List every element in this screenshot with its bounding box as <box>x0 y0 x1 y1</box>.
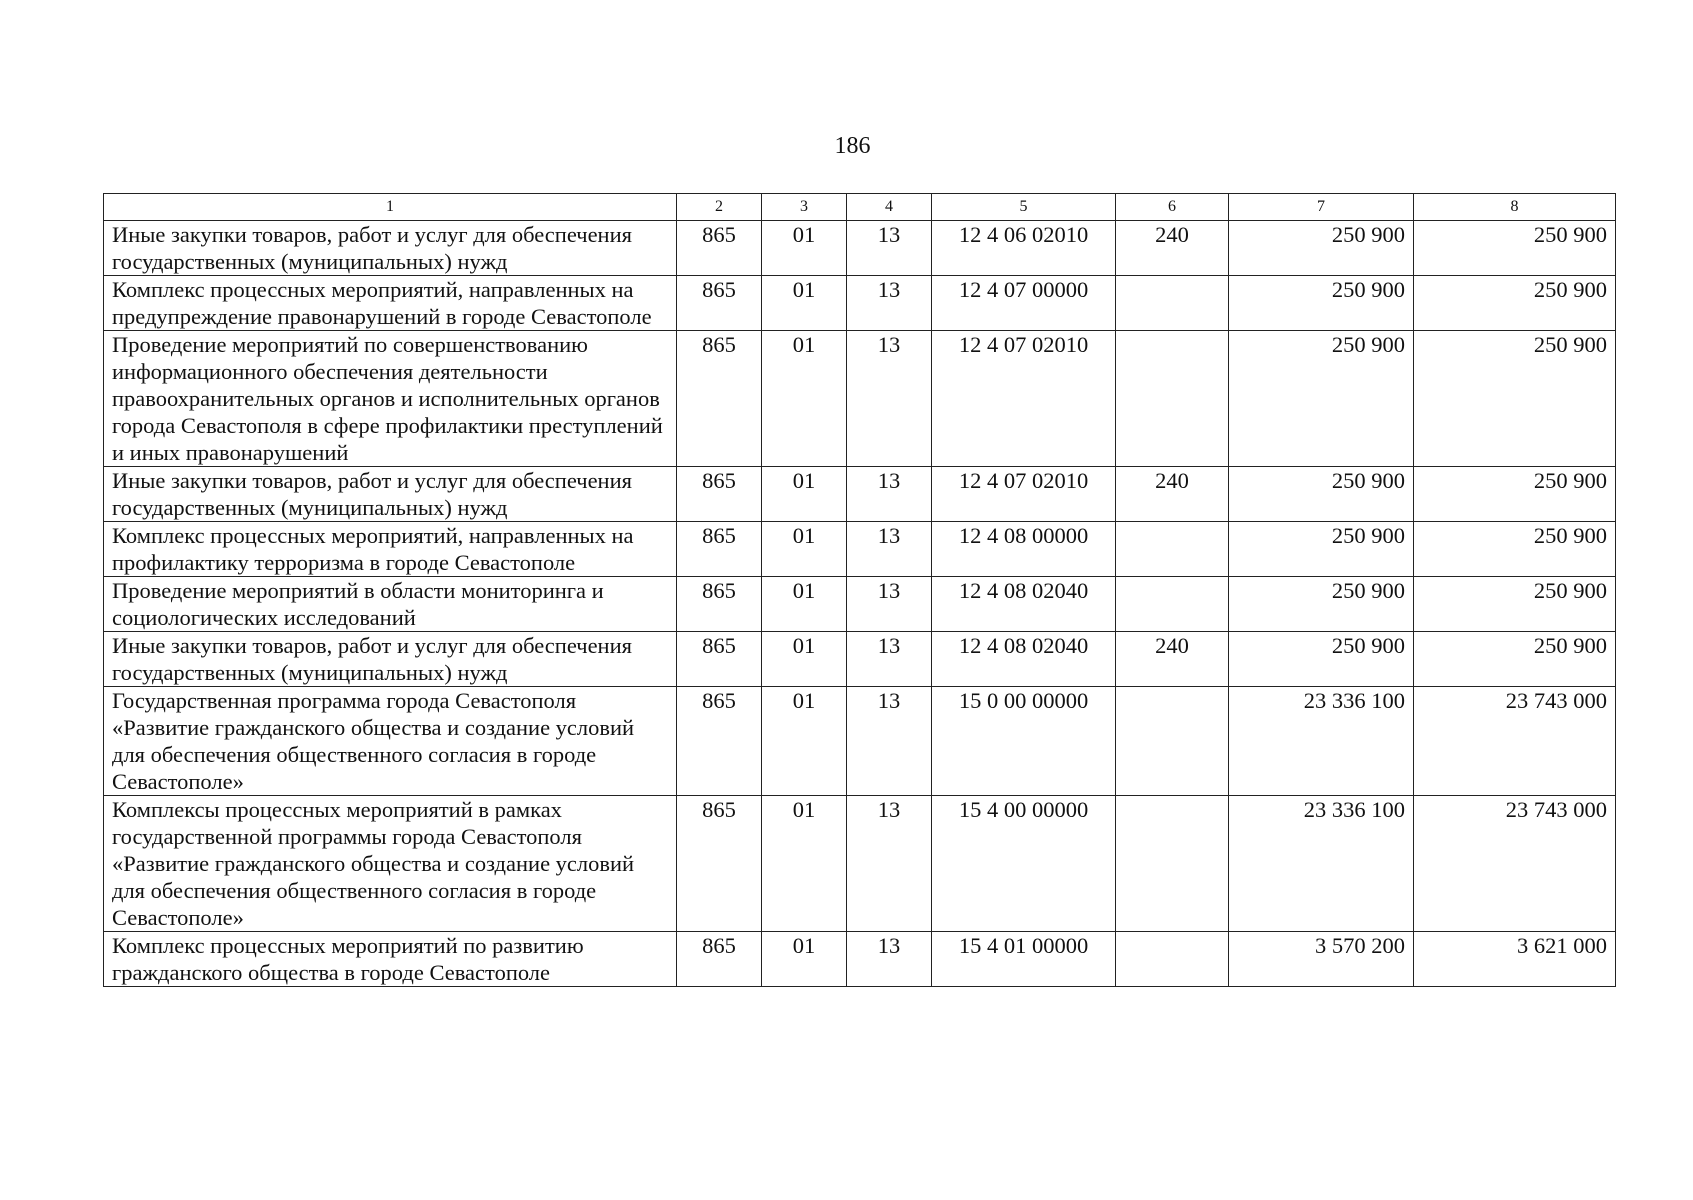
amount-col-8: 3 621 000 <box>1414 932 1616 987</box>
section-code: 01 <box>762 632 847 687</box>
row-name: Комплексы процессных мероприятий в рамках государственной программы города Севастополя «Развитие гражданского общества и создание условий для обеспечения общественного согласия в городе Севастополе» <box>104 796 677 932</box>
section-code: 01 <box>762 796 847 932</box>
subsection-code: 13 <box>847 577 932 632</box>
subsection-code: 13 <box>847 331 932 467</box>
table-row <box>104 522 1616 577</box>
expense-type-code <box>1116 932 1229 987</box>
row-name: Комплекс процессных мероприятий по развитию гражданского общества в городе Севастополе <box>104 932 677 987</box>
expense-type-code <box>1116 687 1229 796</box>
row-name: Иные закупки товаров, работ и услуг для обеспечения государственных (муниципальных) нужд <box>104 467 677 522</box>
ministry-code: 865 <box>677 932 762 987</box>
section-code: 01 <box>762 687 847 796</box>
target-article-code: 12 4 07 02010 <box>932 331 1116 467</box>
row-name: Иные закупки товаров, работ и услуг для обеспечения государственных (муниципальных) нужд <box>104 632 677 687</box>
expense-type-code <box>1116 276 1229 331</box>
amount-col-7: 250 900 <box>1229 331 1414 467</box>
expense-type-code: 240 <box>1116 632 1229 687</box>
target-article-code: 12 4 08 00000 <box>932 522 1116 577</box>
amount-col-7: 250 900 <box>1229 467 1414 522</box>
amount-col-8: 250 900 <box>1414 331 1616 467</box>
column-header: 7 <box>1229 194 1414 221</box>
subsection-code: 13 <box>847 932 932 987</box>
table-row <box>104 932 1616 987</box>
target-article-code: 12 4 07 00000 <box>932 276 1116 331</box>
amount-col-7: 23 336 100 <box>1229 796 1414 932</box>
ministry-code: 865 <box>677 687 762 796</box>
amount-col-8: 23 743 000 <box>1414 687 1616 796</box>
table-row <box>104 632 1616 687</box>
table-row <box>104 796 1616 932</box>
row-name: Проведение мероприятий по совершенствованию информационного обеспечения деятельности правоохранительных органов и исполнительных органов города Севастополя в сфере профилактики преступлений и иных правонарушений <box>104 331 677 467</box>
section-code: 01 <box>762 932 847 987</box>
header-row <box>104 194 1616 221</box>
section-code: 01 <box>762 467 847 522</box>
column-header: 1 <box>104 194 677 221</box>
section-code: 01 <box>762 221 847 276</box>
ministry-code: 865 <box>677 522 762 577</box>
expense-type-code <box>1116 577 1229 632</box>
amount-col-7: 250 900 <box>1229 522 1414 577</box>
subsection-code: 13 <box>847 221 932 276</box>
subsection-code: 13 <box>847 796 932 932</box>
table-row <box>104 577 1616 632</box>
section-code: 01 <box>762 276 847 331</box>
budget-table <box>103 193 1616 987</box>
expense-type-code <box>1116 331 1229 467</box>
page-number: 186 <box>834 133 871 159</box>
ministry-code: 865 <box>677 221 762 276</box>
amount-col-7: 250 900 <box>1229 577 1414 632</box>
amount-col-7: 23 336 100 <box>1229 687 1414 796</box>
target-article-code: 12 4 07 02010 <box>932 467 1116 522</box>
row-name: Государственная программа города Севастополя «Развитие гражданского общества и создание условий для обеспечения общественного согласия в городе Севастополе» <box>104 687 677 796</box>
subsection-code: 13 <box>847 276 932 331</box>
ministry-code: 865 <box>677 632 762 687</box>
table-row <box>104 687 1616 796</box>
target-article-code: 15 4 00 00000 <box>932 796 1116 932</box>
row-name: Иные закупки товаров, работ и услуг для обеспечения государственных (муниципальных) нужд <box>104 221 677 276</box>
subsection-code: 13 <box>847 632 932 687</box>
row-name: Комплекс процессных мероприятий, направленных на профилактику терроризма в городе Севастополе <box>104 522 677 577</box>
amount-col-8: 250 900 <box>1414 632 1616 687</box>
column-header: 8 <box>1414 194 1616 221</box>
section-code: 01 <box>762 577 847 632</box>
subsection-code: 13 <box>847 467 932 522</box>
section-code: 01 <box>762 522 847 577</box>
table-row <box>104 276 1616 331</box>
amount-col-8: 250 900 <box>1414 467 1616 522</box>
expense-type-code <box>1116 522 1229 577</box>
amount-col-8: 250 900 <box>1414 276 1616 331</box>
column-header: 4 <box>847 194 932 221</box>
column-header: 5 <box>932 194 1116 221</box>
expense-type-code <box>1116 796 1229 932</box>
amount-col-7: 250 900 <box>1229 632 1414 687</box>
subsection-code: 13 <box>847 687 932 796</box>
table-row <box>104 467 1616 522</box>
column-header: 6 <box>1116 194 1229 221</box>
target-article-code: 12 4 08 02040 <box>932 632 1116 687</box>
amount-col-8: 250 900 <box>1414 221 1616 276</box>
amount-col-7: 3 570 200 <box>1229 932 1414 987</box>
amount-col-8: 250 900 <box>1414 522 1616 577</box>
ministry-code: 865 <box>677 796 762 932</box>
amount-col-7: 250 900 <box>1229 276 1414 331</box>
column-header: 3 <box>762 194 847 221</box>
amount-col-8: 23 743 000 <box>1414 796 1616 932</box>
expense-type-code: 240 <box>1116 221 1229 276</box>
ministry-code: 865 <box>677 276 762 331</box>
column-header: 2 <box>677 194 762 221</box>
target-article-code: 12 4 08 02040 <box>932 577 1116 632</box>
table-row <box>104 221 1616 276</box>
expense-type-code: 240 <box>1116 467 1229 522</box>
section-code: 01 <box>762 331 847 467</box>
row-name: Проведение мероприятий в области мониторинга и социологических исследований <box>104 577 677 632</box>
ministry-code: 865 <box>677 467 762 522</box>
table-row <box>104 331 1616 467</box>
ministry-code: 865 <box>677 331 762 467</box>
target-article-code: 12 4 06 02010 <box>932 221 1116 276</box>
target-article-code: 15 0 00 00000 <box>932 687 1116 796</box>
subsection-code: 13 <box>847 522 932 577</box>
target-article-code: 15 4 01 00000 <box>932 932 1116 987</box>
amount-col-8: 250 900 <box>1414 577 1616 632</box>
row-name: Комплекс процессных мероприятий, направленных на предупреждение правонарушений в городе Севастополе <box>104 276 677 331</box>
ministry-code: 865 <box>677 577 762 632</box>
amount-col-7: 250 900 <box>1229 221 1414 276</box>
